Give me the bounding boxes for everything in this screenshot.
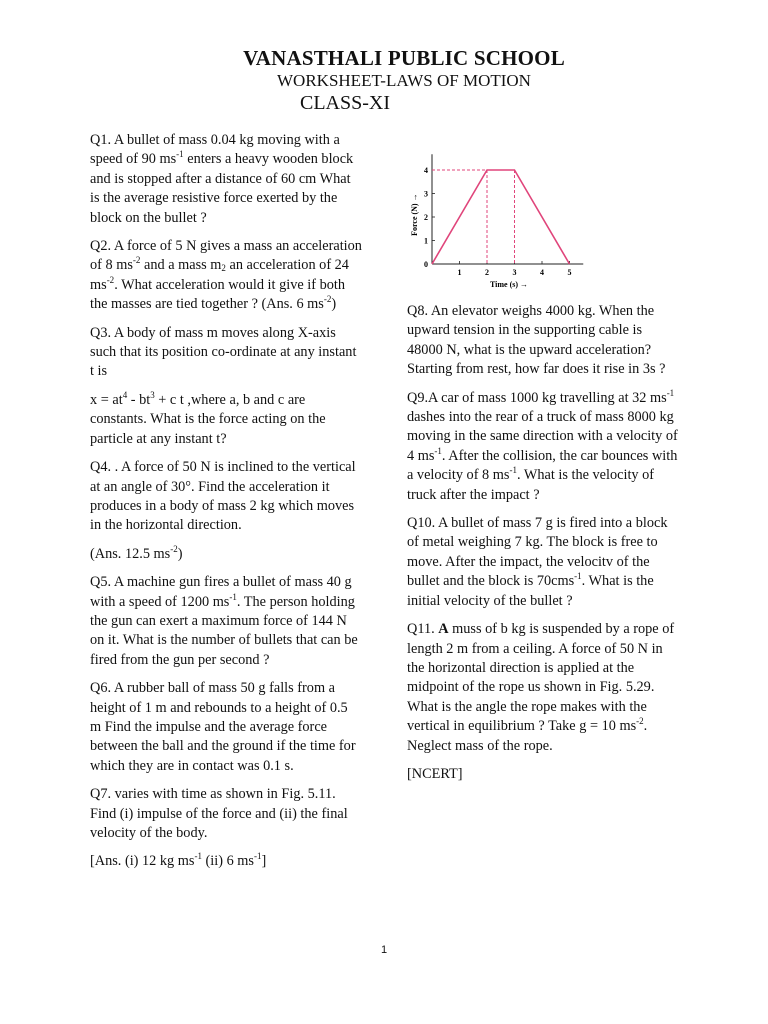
school-name: VANASTHALI PUBLIC SCHOOL	[243, 46, 565, 70]
origin-label: 0	[424, 260, 428, 269]
question-11: Q11. A muss of b kg is suspended by a rope of length 2 m from a ceiling. A force of 50 N in the horizontal direction is applied at the midpoint of the rope us shown in Fig. 5.29. What is the angle the rope makes with the vertical in equilibrium ? Take g = 10 $ms^{-2}$. Neglect mass of the rope.	[407, 621, 675, 754]
y-tick-label: 3	[424, 189, 428, 199]
graph-guide-lines	[432, 170, 515, 264]
question-2: Q2. A force of 5 N gives a mass an acceleration of 8 $ms^{-2}$ and a mass $m_2$ an acceleration of 24 $ms^{-2}$. What acceleration would it give if both the masses are tied together ? (Ans. 6 $ms^{-2}$)	[90, 238, 362, 313]
question-4-answer: (Ans. 12.5 $ms^{-2}$)	[90, 543, 183, 562]
page-number: 1	[380, 944, 388, 956]
question-7: Q7. varies with time as shown in Fig. 5.11. Find (i) impulse of the force and (ii) the final velocity of the body.	[90, 786, 348, 841]
question-8: Q8. An elevator weighs 4000 kg. When the upward tension in the supporting cable is 48000 N, what is the upward acceleration? Starting from rest, how far does it rise in 3s ?	[407, 303, 666, 378]
x-axis-label: Time (s) →	[489, 280, 529, 289]
x-tick-label: 1	[457, 268, 462, 277]
x-tick-label: 2	[485, 268, 489, 277]
question-6: Q6. A rubber ball of mass 50 g falls from a height of 1 m and rebounds to a height of 0.5 m Find the impulse and the average force between the ball and the ground if the time for which they are in contact was 0.1 s.	[90, 680, 356, 774]
left-column	[90, 131, 362, 881]
force-time-line	[432, 170, 570, 264]
question-7-answer: [Ans. (i) 12 kg $ms^{-1}$ (ii) 6 $ms^{-1}$]	[90, 851, 267, 870]
x-tick-label: 3	[512, 268, 517, 277]
question-10: Q10. A bullet of mass 7 g is fired into a block of metal weighing 7 kg. The block is free to move. After the impact, the velocitv of the bullet and the block is 70cms$^{-1}$. What is the initial velocity of the bullet ?	[407, 515, 668, 609]
graph-series	[432, 170, 570, 264]
x-tick-label: 5	[567, 268, 572, 277]
question-1: Q1. A bullet of mass 0.04 kg moving with a speed of 90 $ms^{-1}$ enters a heavy wooden block and is stopped after a distance of 60 cm What is the average resistive force exerted by the block on the bullet ?	[90, 132, 354, 226]
y-axis-label: Force (N) →	[410, 193, 419, 236]
ncert-tag: [NCERT]	[407, 765, 463, 782]
question-5: Q5. A machine gun fires a bullet of mass 40 g with a speed of 1200 $ms^{-1}$. The person holding the gun can exert a maximum force of 144 N on it. What is the number of bullets that can be fired from the gun per second ?	[90, 574, 358, 668]
question-9: Q9.A car of mass 1000 kg travelling at 32 $ms^{-1}$ dashes into the rear of a truck of mass 8000 kg moving in the same direction with a velocity of 4 $ms^{-1}$. After the collision, the car bounces with a velocity of 8 $ms^{-1}$. What is the velocity of truck after the impact ?	[407, 387, 678, 503]
x-tick-label: 4	[540, 268, 544, 277]
class-label: CLASS-XI	[300, 92, 391, 114]
y-tick-label: 4	[424, 166, 428, 175]
y-tick-label: 2	[424, 213, 428, 222]
right-column	[407, 302, 679, 793]
question-4: Q4. . A force of 50 N is inclined to the vertical at an angle of 30°. Find the acceleration it produces in a body of mass 2 kg which moves in the horizontal direction.	[90, 459, 356, 534]
y-tick-label: 1	[424, 236, 428, 246]
question-3: Q3. A body of mass m moves along X-axis such that its position co-ordinate at any instant t is	[90, 324, 357, 380]
worksheet-title: WORKSHEET-LAWS OF MOTION	[277, 71, 531, 90]
force-time-graph	[404, 154, 594, 294]
question-3-equation: $x = at^4 - bt^3 + c$ t ,where a, b and c are constants. What is the force acting on the particle at any instant t?	[90, 389, 326, 447]
